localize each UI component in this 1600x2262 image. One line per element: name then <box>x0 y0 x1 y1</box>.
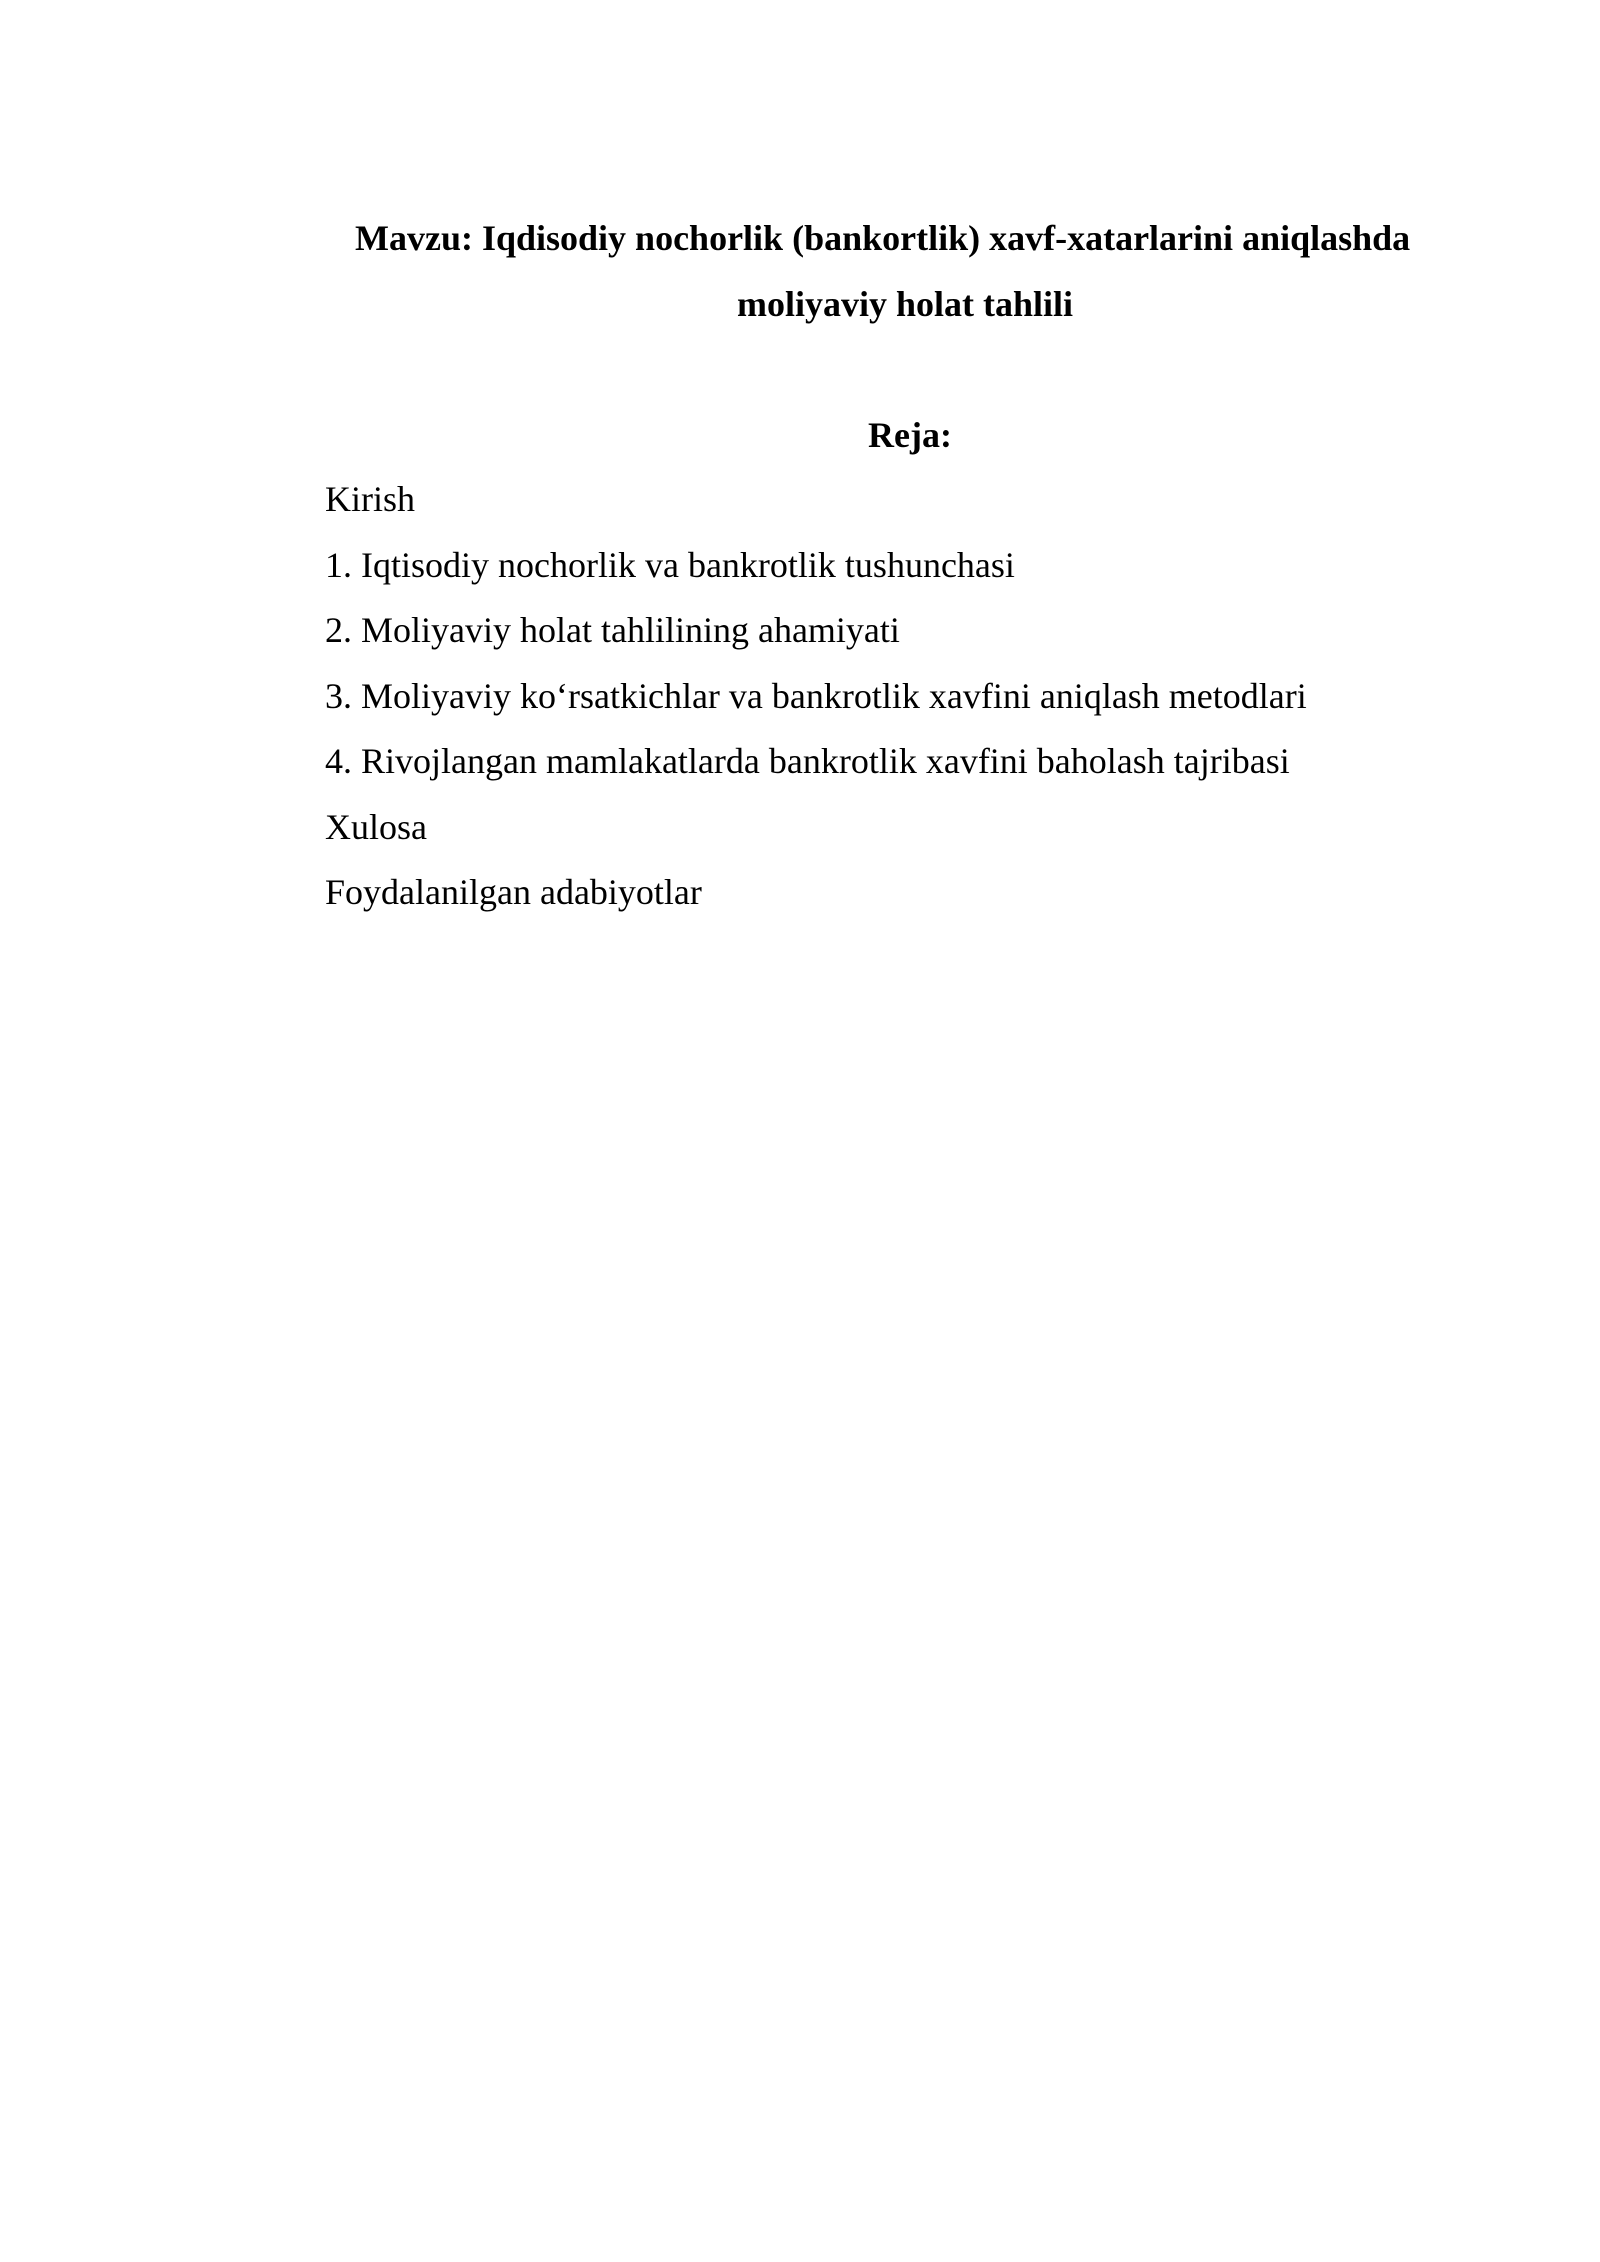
plan-item-4: 4. Rivojlangan mamlakatlarda bankrotlik xavfini baholash tajribasi <box>325 741 1290 781</box>
plan-item-conclusion: Xulosa <box>325 806 427 847</box>
plan-item-intro: Kirish <box>325 479 415 519</box>
plan-list <box>325 467 1525 926</box>
title-line-2: moliyaviy holat tahlili <box>736 284 1074 324</box>
plan-item-3: 3. Moliyaviy ko‘rsatkichlar va bankrotlik xavfini aniqlash metodlari <box>325 675 1307 716</box>
document-title <box>325 205 1495 337</box>
plan-item-1: 1. Iqtisodiy nochorlik va bankrotlik tushunchasi <box>325 544 1015 585</box>
plan-heading: Reja: <box>868 415 952 455</box>
plan-item-references: Foydalanilgan adabiyotlar <box>325 872 702 912</box>
plan-item-2: 2. Moliyaviy holat tahlilining ahamiyati <box>325 610 900 650</box>
title-line-1: Mavzu: Iqdisodiy nochorlik (bankortlik) xavf-xatarlarini aniqlashda <box>355 218 1411 258</box>
